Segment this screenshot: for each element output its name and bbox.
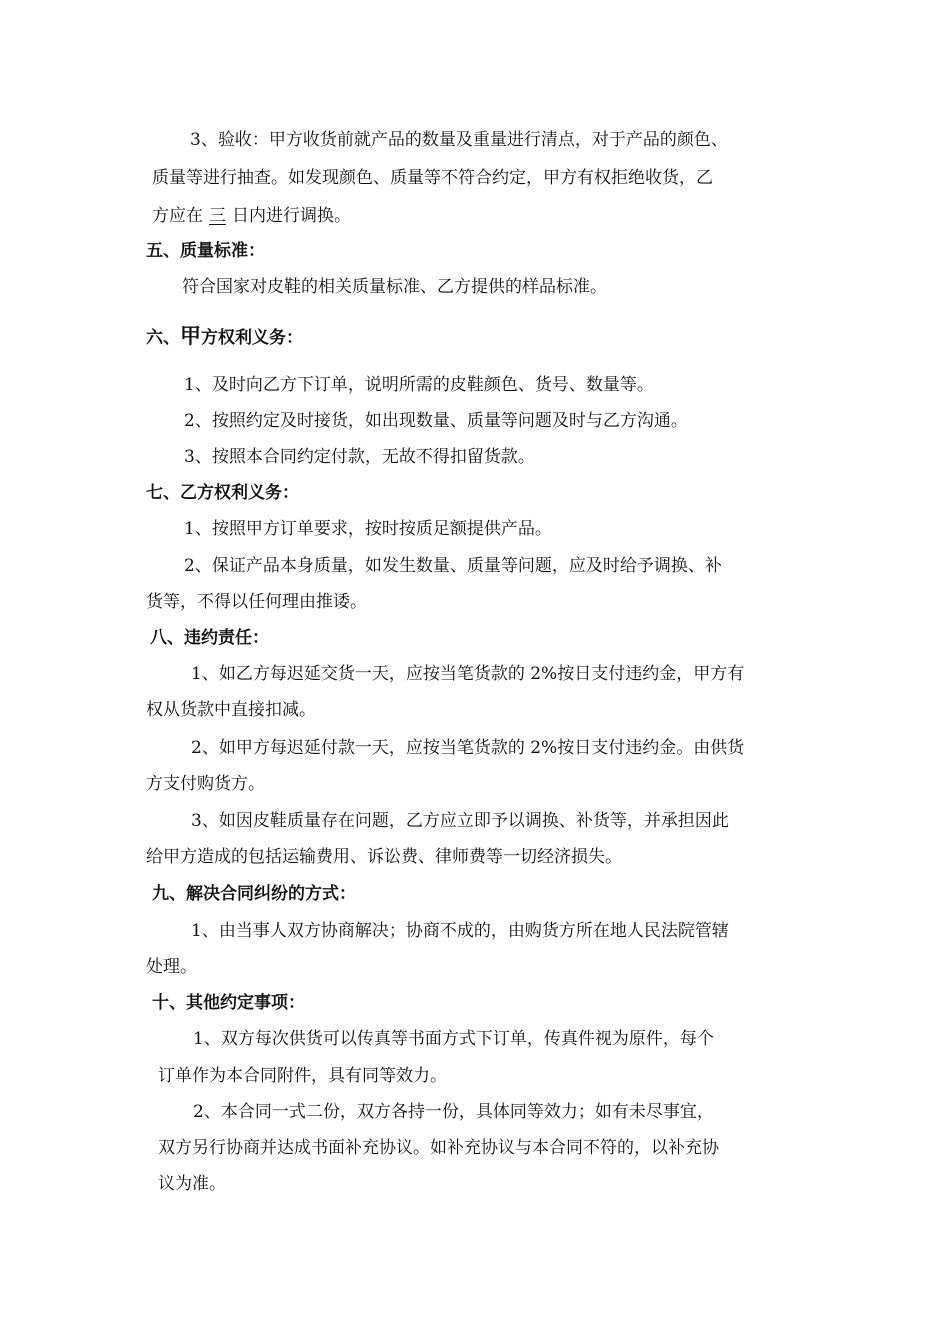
quality-standard-text: 符合国家对皮鞋的相关质量标准、乙方提供的样品标准。 [182,277,607,297]
section-5-heading: 五、质量标准： [146,241,265,261]
dispute-item-1-line-2: 处理。 [146,957,197,977]
section-6-suffix: 方权利义务： [201,328,303,348]
party-b-item-2-line-1: 2、保证产品本身质量，如发生数量、质量等问题，应及时给予调换、补 [184,556,722,576]
section-10-heading: 十、其他约定事项： [152,993,305,1013]
liability-item-1-line-2: 权从货款中直接扣减。 [146,700,316,720]
section-7-heading: 七、乙方权利义务： [146,483,299,503]
section-6-heading [146,325,303,349]
party-a-item-3: 3、按照本合同约定付款，无故不得扣留货款。 [184,447,535,467]
party-a-item-2: 2、按照约定及时接货，如出现数量、质量等问题及时与乙方沟通。 [184,411,688,431]
other-item-1-line-1: 1、双方每次供货可以传真等书面方式下订单，传真件视为原件，每个 [193,1029,714,1049]
other-item-2-line-1: 2、本合同一式二份，双方各持一份，具体同等效力；如有未尽事宜， [193,1102,714,1122]
liability-item-2-line-1: 2、如甲方每迟延付款一天，应按当笔货款的 2%按日支付违约金。由供货 [191,738,745,758]
section-9-heading: 九、解决合同纠纷的方式： [152,884,356,904]
liability-item-3-line-1: 3、如因皮鞋质量存在问题，乙方应立即予以调换、补货等，并承担因此 [191,811,729,831]
acceptance-days-underlined: 三 [209,206,226,226]
section-6-big-char: 甲 [180,324,201,348]
party-b-item-1: 1、按照甲方订单要求，按时按质足额提供产品。 [184,519,552,539]
liability-item-1-line-1: 1、如乙方每迟延交货一天，应按当笔货款的 2%按日支付违约金，甲方有 [191,664,745,684]
liability-item-3-line-2: 给甲方造成的包括运输费用、诉讼费、律师费等一切经济损失。 [146,847,622,867]
party-b-item-2-line-2: 货等，不得以任何理由推诿。 [146,592,367,612]
acceptance-line-1: 3、验收：甲方收货前就产品的数量及重量进行清点，对于产品的颜色、 [190,130,728,150]
other-item-1-line-2: 订单作为本合同附件，具有同等效力。 [158,1066,447,1086]
other-item-2-line-2: 双方另行协商并达成书面补充协议。如补充协议与本合同不符的，以补充协 [158,1138,719,1158]
acceptance-text-before: 方应在 [152,206,203,226]
section-6-prefix: 六、 [146,328,180,348]
party-a-item-1: 1、及时向乙方下订单，说明所需的皮鞋颜色、货号、数量等。 [184,375,654,395]
acceptance-line-3 [152,205,351,227]
dispute-item-1-line-1: 1、由当事人双方协商解决；协商不成的，由购货方所在地人民法院管辖 [191,921,729,941]
acceptance-line-2: 质量等进行抽查。如发现颜色、质量等不符合约定，甲方有权拒绝收货，乙 [152,168,713,188]
acceptance-text-after: 日内进行调换。 [232,206,351,226]
other-item-2-line-3: 议为准。 [158,1174,226,1194]
section-8-heading: 八、违约责任： [150,628,269,648]
liability-item-2-line-2: 方支付购货方。 [146,774,265,794]
